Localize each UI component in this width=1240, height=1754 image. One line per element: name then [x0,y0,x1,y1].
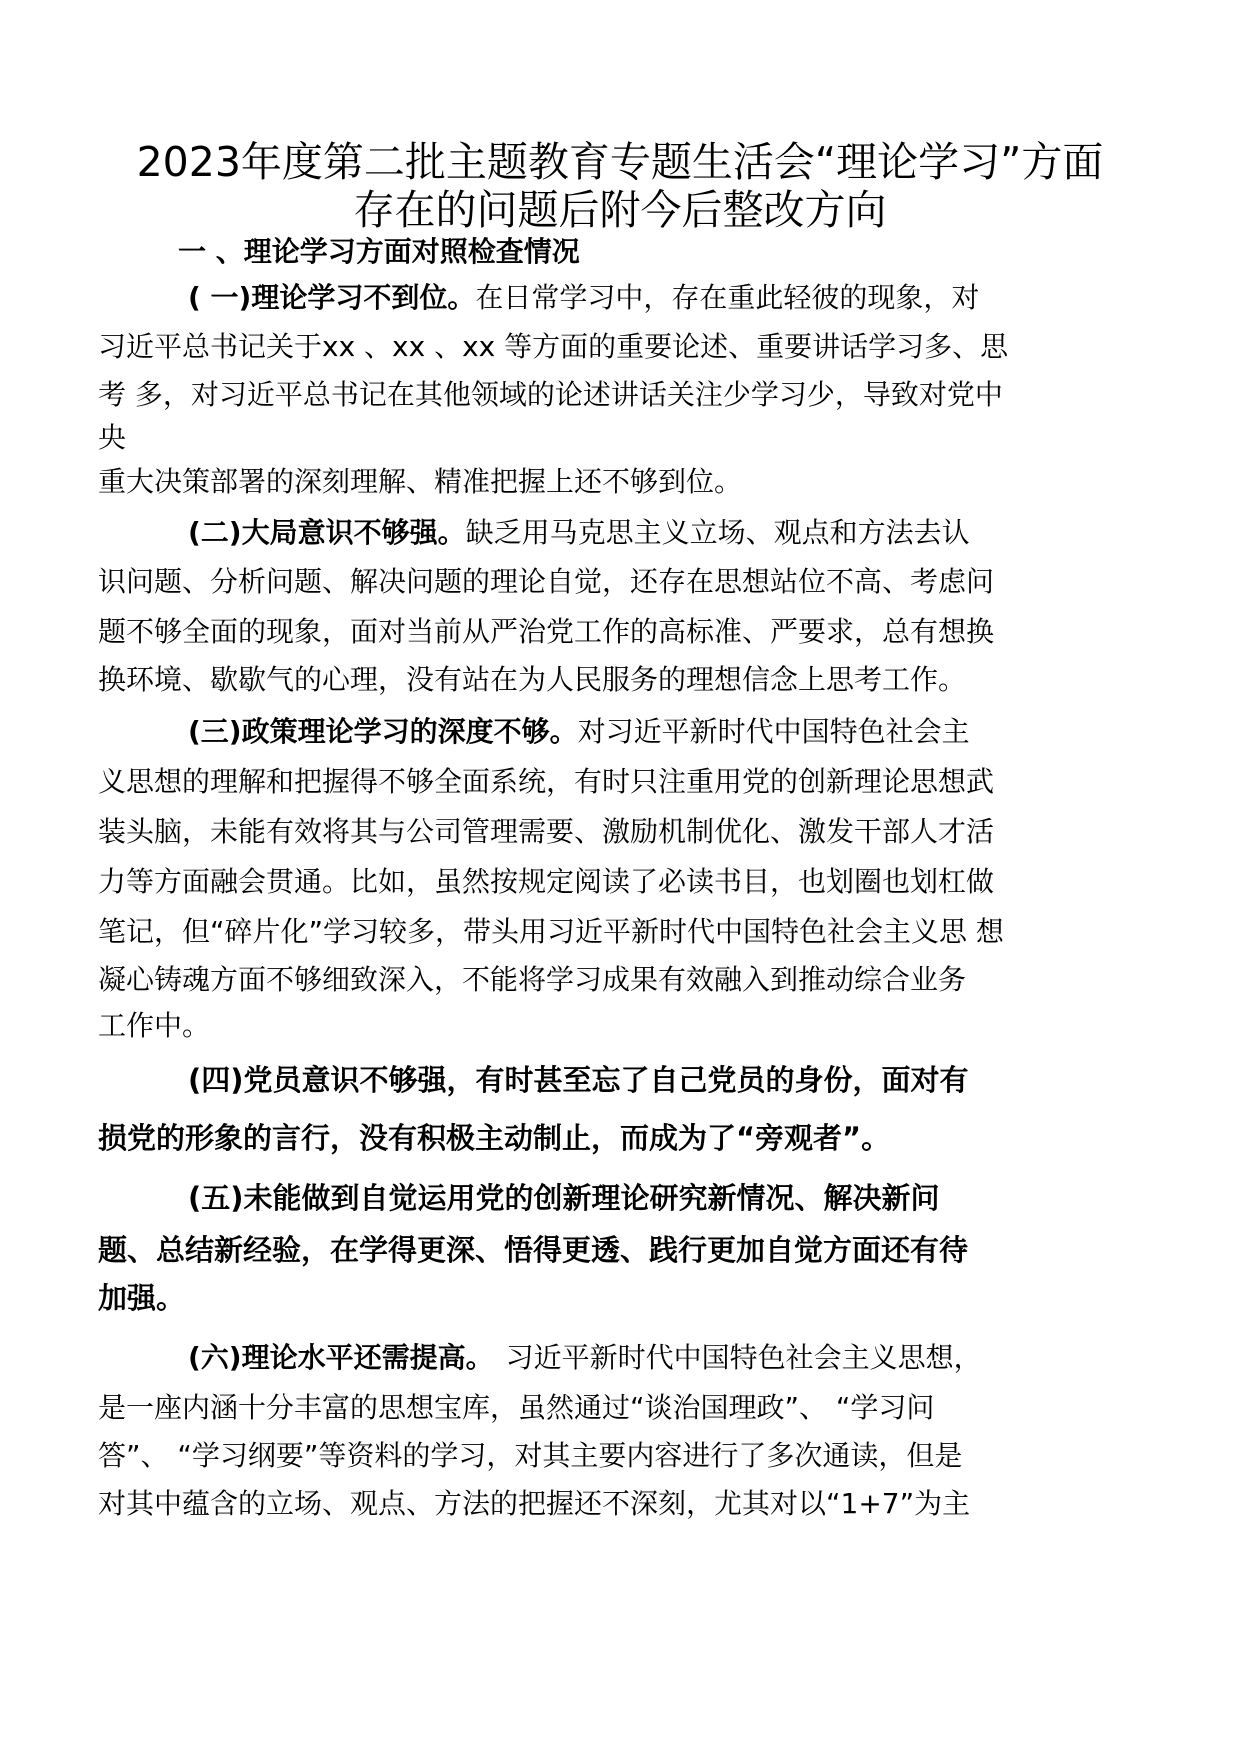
paragraph-3-line-3: 装头脑，未能有效将其与公司管理需要、激励机制优化、激发干部人才活 [98,815,995,848]
paragraph-5-line-1: (五)未能做到自觉运用党的创新理论研究新情况、解决新问 [188,1181,940,1215]
paragraph-3-line-4: 力等方面融会贯通。比如，虽然按规定阅读了必读书目，也划圈也划杠做 [98,865,995,898]
paragraph-1-line-3: 考 多，对习近平总书记在其他领域的论述讲话关注少学习少，导致对党中 [98,378,1003,411]
paragraph-3-line-2: 义思想的理解和把握得不够全面系统，有时只注重用党的创新理论思想武 [98,765,995,798]
paragraph-1-line-5: 重大决策部署的深刻理解、精准把握上还不够到位。 [98,465,743,498]
paragraph-3-lead: (三)政策理论学习的深度不够。 [188,715,578,748]
paragraph-1-text: 在日常学习中，存在重此轻彼的现象，对 [475,281,980,314]
paragraph-2-line-2: 识问题、分析问题、解决问题的理论自觉，还存在思想站位不高、考虑问 [98,565,995,598]
document-title-line-2: 存在的问题后附今后整改方向 [353,186,887,234]
paragraph-1-lead: ( 一)理论学习不到位。 [188,281,476,314]
paragraph-3-line-7: 工作中。 [98,1009,211,1042]
paragraph-4-line-2: 损党的形象的言行，没有积极主动制止，而成为了“旁观者”。 [98,1121,891,1155]
paragraph-6-lead: (六)理论水平还需提高。 [188,1341,494,1374]
section-heading: 一 、理论学习方面对照检查情况 [178,235,580,268]
paragraph-1-line-1 [188,278,979,318]
paragraph-2-text: 缺乏用马克思主义立场、观点和方法去认 [465,516,970,549]
paragraph-1-line-2: 习近平总书记关于xx 、xx 、xx 等方面的重要论述、重要讲话学习多、思 [98,330,1009,363]
paragraph-5-line-3: 加强。 [98,1281,186,1315]
paragraph-6-line-3: 答”、 “学习纲要”等资料的学习，对其主要内容进行了多次通读，但是 [98,1439,963,1472]
document-title-line-1: 2023年度第二批主题教育专题生活会“理论学习”方面 [136,138,1104,186]
paragraph-2-line-1 [188,513,970,553]
paragraph-2-line-3: 题不够全面的现象，面对当前从严治党工作的高标准、严要求，总有想换 [98,615,995,648]
paragraph-6-text: 习近平新时代中国特色社会主义思想， [505,1341,982,1374]
paragraph-3-line-1 [188,712,970,752]
paragraph-3-line-6: 凝心铸魂方面不够细致深入，不能将学习成果有效融入到推动综合业务 [98,963,967,996]
paragraph-1-line-4: 央 [98,421,127,454]
paragraph-2-lead: (二)大局意识不够强。 [188,516,466,549]
paragraph-6-line-4: 对其中蕴含的立场、观点、方法的把握还不深刻，尤其对以“1+7”为主 [98,1487,971,1520]
paragraph-3-text: 对习近平新时代中国特色社会主 [577,715,970,748]
paragraph-6-line-2: 是一座内涵十分丰富的思想宝库，虽然通过“谈治国理政”、 “学习问 [98,1391,935,1424]
paragraph-5-line-2: 题、总结新经验，在学得更深、悟得更透、践行更加自觉方面还有待 [98,1233,969,1267]
paragraph-3-line-5: 笔记，但“碎片化”学习较多，带头用习近平新时代中国特色社会主义思 想 [98,915,1004,948]
paragraph-2-line-4: 换环境、歇歇气的心理，没有站在为人民服务的理想信念上思考工作。 [98,663,967,696]
paragraph-6-line-1 [188,1338,982,1378]
paragraph-4-line-1: (四)党员意识不够强，有时甚至忘了自己党员的身份，面对有 [188,1063,969,1097]
